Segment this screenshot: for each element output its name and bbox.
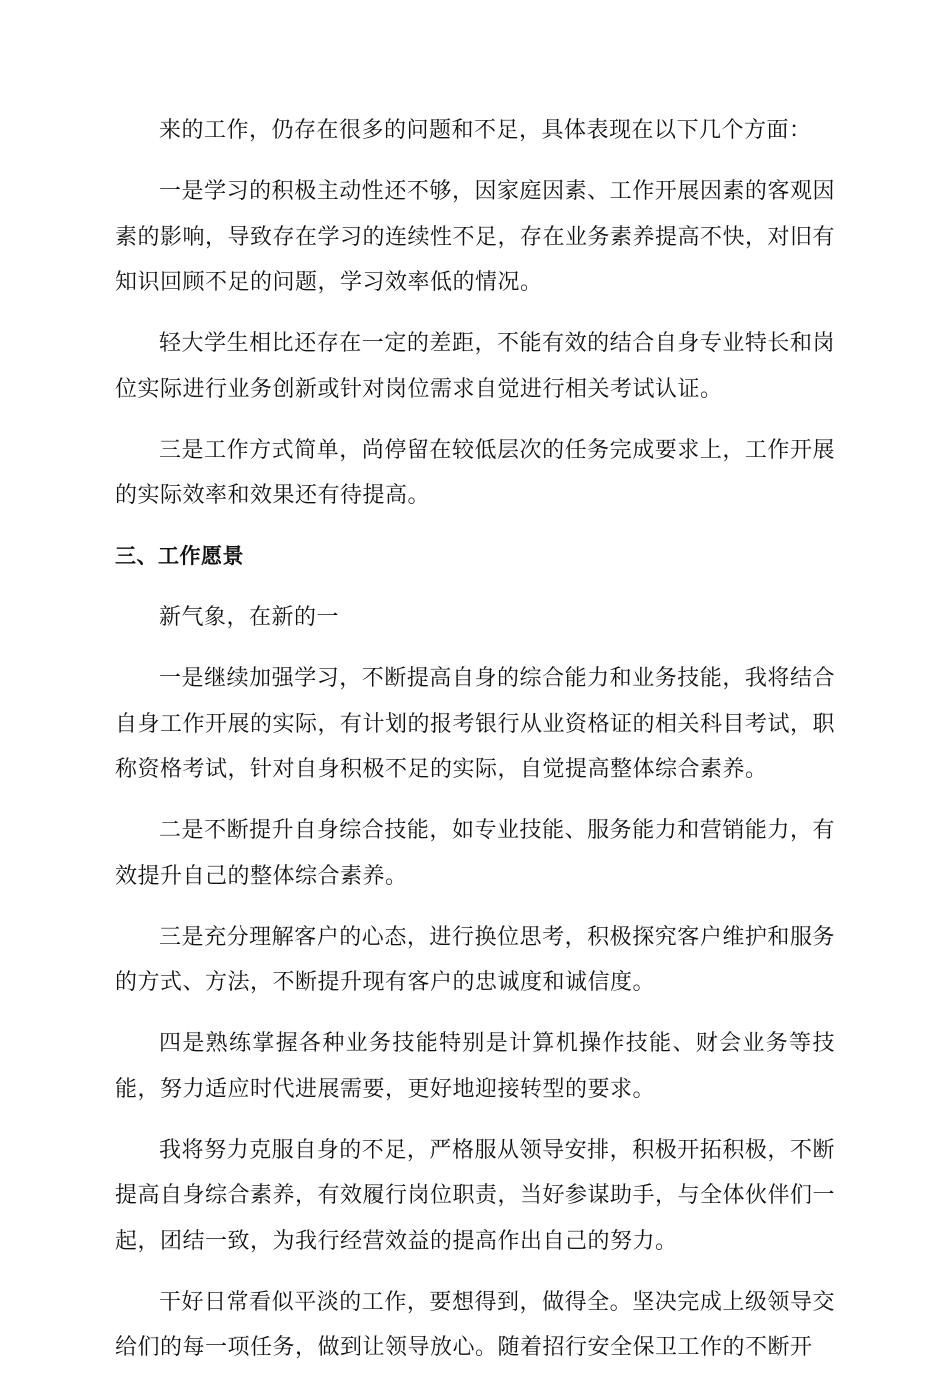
paragraph-problem-method: 三是工作方式简单，尚停留在较低层次的任务完成要求上，工作开展的实际效率和效果还有待提高。 [115,437,835,508]
paragraph-problems-intro: 来的工作，仍存在很多的问题和不足，具体表现在以下几个方面： [159,118,812,143]
document-body [115,108,835,1386]
paragraph-problem-study: 一是学习的积极主动性还不够，因家庭因素、工作开展因素的客观因素的影响，导致存在学习的连续性不足，存在业务素养提高不快，对旧有知识回顾不足的问题，学习效率低的情况。 [115,179,836,295]
paragraph-daily-work: 干好日常看似平淡的工作，要想得到，做得全。坚决完成上级领导交给们的每一项任务，做到让领导放心。随着招行安全保卫工作的不断开 [115,1289,835,1360]
paragraph-vision-customers: 三是充分理解客户的心态，进行换位思考，积极探究客户维护和服务的方式、方法，不断提升现有客户的忠诚度和诚信度。 [115,924,835,995]
paragraph-problem-gap: 轻大学生相比还存在一定的差距，不能有效的结合自身专业特长和岗位实际进行业务创新或针对岗位需求自觉进行相关考试认证。 [115,331,835,402]
paragraph-vision-study: 一是继续加强学习，不断提高自身的综合能力和业务技能，我将结合自身工作开展的实际，有计划的报考银行从业资格证的相关科目考试，职称资格考试，针对自身积极不足的实际，自觉提高整体综合素养。 [115,666,836,782]
paragraph-vision-business: 四是熟练掌握各种业务技能特别是计算机操作技能、财会业务等技能，努力适应时代进展需要，更好地迎接转型的要求。 [115,1031,835,1102]
paragraph-vision-intro: 新气象，在新的一 [159,605,340,630]
section-heading-vision: 三、工作愿景 [115,544,244,568]
paragraph-vision-skills: 二是不断提升自身综合技能，如专业技能、服务能力和营销能力，有效提升自己的整体综合素养。 [115,818,835,889]
paragraph-commitment: 我将努力克服自身的不足，严格服从领导安排，积极开拓积极，不断提高自身综合素养，有效履行岗位职责，当好参谋助手，与全体伙伴们一起，团结一致，为我行经营效益的提高作出自己的努力。 [115,1137,836,1254]
